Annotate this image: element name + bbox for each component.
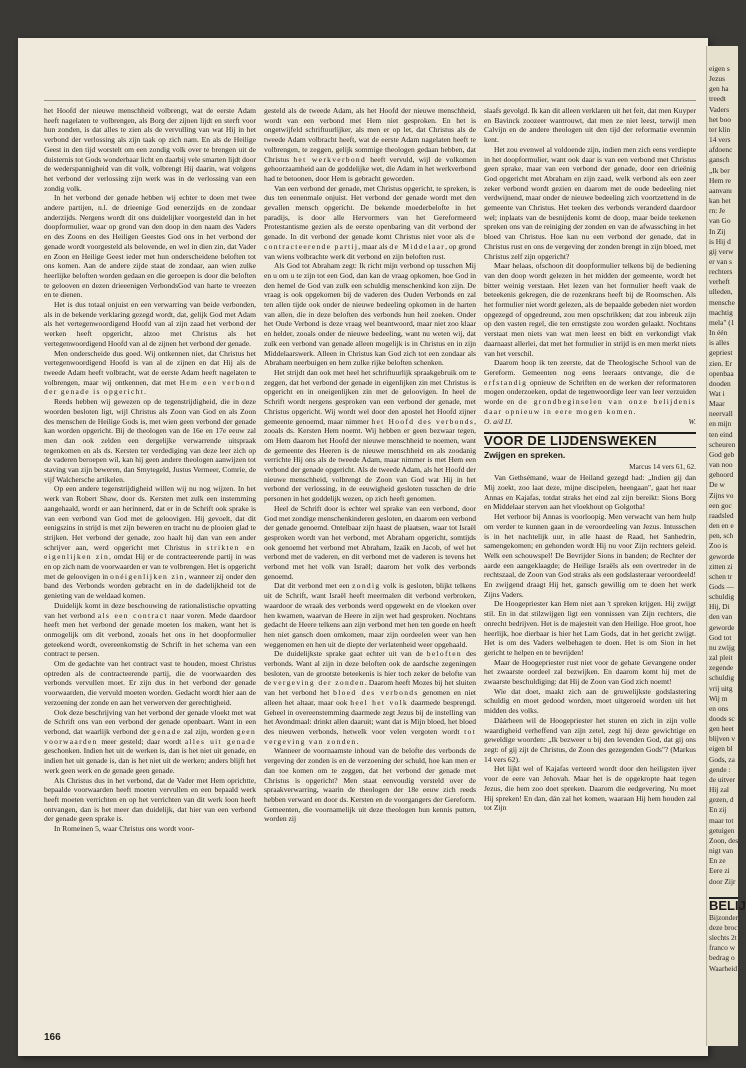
fragment-line: rechters	[709, 267, 733, 277]
fragment-line: Gods —	[709, 581, 734, 591]
fragment-line: door Zijr	[709, 876, 736, 886]
paragraph: Als Christus dus in het verbond, dat de Vader met Hem oprichtte, bepaalde voorwaarden heeft moeten vervullen en een bepaald werk heeft moeten verrichten en op het verrichten van dit werk loon heeft ontvangen, dan is het meer dan duidelijk, dat hier van een verbond der genade geen sprake is.	[44, 775, 256, 824]
paragraph: Het is dus totaal onjuist en een verwarring van beide verbonden, als in de bekende verklaring gezegd wordt, dat, gelijk God met Adam als het vertegenwoordigend Hoofd van al zijn zaad het verbond der werken heeft opgericht, alzoo met Christus als het vertegenwoordigend Hoofd van al de zijnen het verbond der genade.	[44, 300, 256, 348]
text-run: geschonken. Indien het uit de werken is, dan is het niet uit genade, en indien het uit genade is, dan is het niet uit de werken; anders blijft het werk geen werk en de genade geen genade.	[44, 746, 256, 775]
fragment-line: treedt	[709, 94, 726, 104]
fragment-line: mela" (1	[709, 317, 735, 327]
paragraph: De Hoogepriester kan Hem niet aan 't spreken krijgen. Hij zwijgt stil. En in dat stilzwijgen ligt een vonnissen van Zijn rechters, die onrecht bedrijven. Het is de majesteit van den Heilige. Hoe groot, hoe heerlijk, hoe dierbaar is hier het Lam Gods, dat in het gericht zwijgt. Het is om des Vaders welbehagen te doen. Het is om Sion in het gericht te helpen en te bevrijden!	[484, 599, 696, 657]
text-run: Het strijdt dan ook met heel het schriftuurlijk spraakgebruik om te zeggen, dat het verbond der genade in eigenlijken zin met Christus is opgericht en in oneigenlijken zin met de geloovigen. In heel de Schrift wordt nergens gesproken van een verbond der genade, met Christus opgericht. Wij wordt wel door den apostel het Hoofd zijner gemeente genoemd, maar nimmer	[264, 367, 476, 426]
spaced-text: de Middelaar	[389, 241, 446, 251]
fragment-line: gezen, d	[709, 795, 734, 805]
fragment-line: geworde	[709, 551, 735, 561]
text-run: zal zijn, worden	[184, 727, 234, 736]
scripture-reference: Marcus 14 vers 61, 62.	[629, 461, 696, 471]
paragraph: Het verhoor bij Annas is voorloopig. Men verwacht van hem hulp om verder te kunnen gaan in de veroordeeling van Jezus. Intusschen is in het nachtelijk uur, in alle haast de Raad, het Sanhedrin, samengekomen; en gehonden wordt Hij nu voor Zijn rechters geleid. Welk een schouwspel! De Bevrijder Sions in banden; de Rechter der aarde een aangeklaagde; de Heilige Israëls als een overtreder in de rechtszaal, de Zoon van God straks als een godslasteraar veroordeeld! En zwijgend draagt Hij het, gansch gewillig om te doen het werk Zijns Vaders.	[484, 512, 696, 599]
signature-place: O. a/d IJ.	[484, 416, 513, 426]
spaced-text: strikten en eigenlijken zin	[44, 542, 256, 562]
paragraph: Het lijkt wel of Kajafas verteerd wordt door den heiligsten ijver voor de eere van Jehovah. Maar het is de opgekropte haat tegen Jezus, die hem zoo doet spreken. Daarom die eedgevering. Nu moet Hij spreken! En dan, dán zal het komen, waaraan Hij hem houden zal tot Zijn	[484, 764, 696, 813]
fragment-line: verheft	[709, 277, 730, 287]
text-run: Dat dit verbond met een	[274, 581, 350, 591]
fragment-line: ter klin	[709, 124, 731, 134]
spaced-text: de erfstandig	[484, 367, 696, 387]
paragraph: Dáárheen wil de Hoogepriester het sturen en zich in zijn volle waardigheid verheffend van zijn zetel, zegt hij deze gewichtige en geweldige woorden: „Ik bezweer u bij den levenden God, dat gij ons zegt: of gij zijt de Christus, de Zoon des gezegenden Gods"? (Markus 14 vers 62).	[484, 715, 696, 764]
text-run: daarmede besprengd. Geheel in overeenstemming daarmede zegt Jezus bij de instelling van het Avondmaal: drinkt allen daaruit; want dat is Mijn bloed, het bloed des nieuwen verbonds, hetwelk voor velen vergoten wordt	[264, 697, 477, 736]
fragment-line: gepriest	[709, 348, 733, 358]
fragment-line: en ons	[709, 703, 729, 713]
spaced-text: Hem een verbond der genade is opgericht.	[44, 377, 256, 397]
spaced-text: het werkverbond	[293, 154, 367, 164]
paragraph: Maar helaas, ofschoon dit doopformulier telkens bij de bediening van den doop wordt gelezen in het midden der gemeente, wordt het bitter weinig verstaan. Het lezen van het formulier heeft vaak de beteekenis gekregen, die de rozenkrans heeft bij de Roomschen. Als het formulier niet wordt gelezen, als de bepaalde gebeden niet worden opgezegd of opgedreund, zou men opschrikken; dat zou inbreuk zijn op den vasten regel, die ten ernstigste zou worden gelaakt. Nochtans verstaat men niets van wat men leest en bidt en verkondigt vlak daarnaast allerlei, dat met het formulier in strijd is en men merkt niets van het verschil.	[484, 261, 696, 358]
fragment-line: de uitver	[709, 774, 736, 784]
fragment-line: raadsled	[709, 510, 734, 520]
fragment-line: „Ik ber	[709, 165, 730, 175]
fragment-line: schuldig	[709, 592, 735, 602]
text-run: volk is gesloten, blijkt telkens uit de Schrift, want Israël heeft meermalen dit verbond verbroken, waardoor de wraak des verbonds werd opgewekt en de vloeken over hen kwamen, waarvan de Heere in zijn wet had gesproken. Nochtans gedacht de Heere telkens aan zijn verbond met hen ten goede en heeft hen niet gansch doen omkomen, maar zijn oordeelen weer van hen weggenomen en hen uit de diepte der verlatenheid weer opgehaald.	[264, 581, 476, 649]
fragment-line: rn: Je	[709, 206, 726, 216]
column-3	[484, 106, 696, 813]
fragment-line: slechts 2t	[709, 933, 737, 943]
fragment-line: blijven v	[709, 734, 736, 744]
spaced-text: genade	[152, 727, 182, 736]
fragment-line: Eere zi	[709, 866, 730, 876]
fragment-line: Wij m	[709, 693, 728, 703]
fragment-line: gij verw	[709, 246, 734, 256]
fragment-line: den en e	[709, 521, 734, 531]
text-run: Op een andere tegenstrijdigheid willen wij nu nog wijzen. In het werk van Robert Shaw, door ds. Kersten met zulk een instemming aangehaald, wordt er aan herinnerd, dat er in de Schrift ook sprake is van een verbond van God met de geloovigen. Hij gevoelt, dat dit eenigszins in strijd is met zijn beweren en tracht nu de plooien glad te strijken. Het verbond der genade, zoo haalt hij dan van een ander schrijver aan, werd opgericht met Christus in	[44, 484, 256, 552]
column-1	[44, 106, 256, 834]
fragment-line: maar tot	[709, 815, 734, 825]
fragment-line: dooden	[709, 378, 731, 388]
spaced-text: vergeving der zonden	[273, 678, 365, 688]
spaced-text: de grondbeginselen van onze belijdenis daar opnieuw in eere mogen komen.	[484, 397, 696, 416]
text-run: De duidelijkste sprake gaat echter uit van de	[274, 649, 423, 659]
paragraph	[264, 368, 476, 504]
spaced-text: heel het volk	[350, 697, 409, 707]
fragment-line: afdoenc	[709, 145, 733, 155]
fragment-line: Bijzonder	[709, 912, 739, 922]
paragraph: Om de gedachte van het contract vast te houden, moest Christus optreden als de contracteerende partij, die de voorwaarden des verbonds vervullen moet. Er zijn dus in het verbond der genade voorwaarden, die vervuld moeten worden. Gedacht wordt hier aan de verzoening der zonde en aan het verwerven der gerechtigheid.	[44, 659, 256, 707]
text-run: . Daarom heeft Mozes bij het sluiten van het verbond het	[264, 678, 476, 698]
article-subtitle: Zwijgen en spreken.	[484, 449, 566, 460]
fragment-line: Hij, Di	[709, 602, 730, 612]
paragraph	[484, 358, 696, 416]
text-run: des verbonds. Want al zijn in deze beloften ook de aardsche zegeningen besloten, van de grootste beteekenis is hier toch zeker de belofte van de	[264, 649, 477, 688]
text-run: opnieuw de Schriften en de werken der reformatoren mogen onderzoeken, opdat de tegenwoordige leer van leer verzuiden worde en	[484, 377, 697, 407]
fragment-line: De w	[709, 480, 725, 490]
fragment-line: is alles	[709, 338, 730, 348]
text-run: , maar als	[358, 241, 388, 251]
fragment-line: Zoo is	[709, 541, 728, 551]
text-run: Daarom hoop ik ten zeerste, dat de Theologische School van de Gereform. Gemeenten nog eens leeraars ontvange, die	[484, 358, 696, 377]
paragraph	[44, 708, 256, 776]
paragraph	[264, 184, 476, 262]
paragraph: Heel de Schrift door is echter wel sprake van een verbond, door God met zondige menschenkinderen gesloten, en daarom een verbond der genade genoemd. Ontelbaar zijn haast de plaatsen, waar tot Israël gesproken wordt van het verbond, met Abraham opgericht, somtijds ook genoemd het verbond met Abraham, Izaäk en Jacob, of wel het verbond met de vaderen, en dit verbond met de vaderen is tevens het verbond met het volk van Israël; daarom het volk des verbonds genoemd.	[264, 503, 476, 581]
fragment-line: is Hij d	[709, 236, 731, 246]
fragment-line: er van s	[709, 256, 732, 266]
fragment-line: het boo	[709, 114, 731, 124]
fragment-line: gehoord	[709, 470, 734, 480]
fragment-line: zien. Er	[709, 358, 732, 368]
newspaper-page	[18, 38, 708, 1056]
fragment-line: gende :	[709, 764, 731, 774]
fragment-line: mensche	[709, 297, 735, 307]
paragraph: In het verbond der genade hebben wij echter te doen met twee andere partijen, n.l. de drieenige God eenerzijds en de zondaar anderzijds. Nergens wordt dit ons duidelijker voorgesteld dan in het doopformulier, waar op grond van den doop in den naam des Vaders en des Zoons en des Heiligen Geestes God ons in het verbond der genade wordt voorgesteld als belovende, en wel in dien zin, dat Vader en Zoon en Heilige Geest ieder met hun onderscheidene beloften tot ons komen. Aan de andere zijde staat de zondaar, aan wien zulke heerlijke beloften worden gedaan en die geroepen is door die beloften te gelooven en dezen drieeenigen VerbondsGod van harte te vreezen en te dienen.	[44, 193, 256, 300]
paragraph: Wie dat doet, maakt zich aan de gruwelijkste godslastering schuldig en moet gedood worden, moet uitgeroeid worden uit het midden des volks.	[484, 686, 696, 716]
fragment-line: In één	[709, 328, 728, 338]
text-run: , op grond van wiens volbrachte werk dit verbond en zijn beloften rust.	[264, 241, 476, 261]
fragment-line: vrij uitg	[709, 683, 733, 693]
fragment-line: ulleden,	[709, 287, 733, 297]
fragment-line: God geb	[709, 449, 735, 459]
spaced-text: alles uit genade	[184, 736, 257, 746]
spaced-text: de contracteerende partij	[264, 232, 476, 251]
fragment-line: schen tr	[709, 571, 733, 581]
text-run: Ook deze beschrijving van het verbond der genade vloekt met wat de Schrift ons van een verbond der genade openbaart. Want in een verbond, dat waarlijk verbond der	[44, 707, 256, 736]
fragment-line: den van	[709, 612, 733, 622]
text-run: .	[356, 736, 359, 746]
fragment-line: aanvanı	[709, 185, 732, 195]
fragment-line: Zoon, des	[709, 835, 739, 845]
fragment-tail	[709, 913, 738, 974]
paragraph	[264, 581, 476, 649]
fragment-line: zal pleit	[709, 653, 733, 663]
text-run: , zooals ds. Kersten Hem noemt. Wij hebben er geen bezwaar tegen, om Hem daarom het Hoofd der nieuwe menschheid te noemen, want de gemeente des Heeren is de nieuwe menschheid en als zoodanig verrichte Hij ons als de tweede Adam, maar nimmer is met Hem een verbond der genade opgericht. Als de tweede Adam, als het Hoofd der nieuwe menschheid, volbrengt de Zoon van God wat Hij in het verbond der verlossing, in de eeuwigheid gesloten tusschen de drie personen in het goddelijk wezen, op zich heeft genomen.	[264, 416, 476, 504]
top-rule	[44, 100, 696, 101]
paragraph: Maar de Hoogepriester rust niet voor de gehate Gevangene onder het zwaarste oordeel zal bezwijken. En daarom komt hij met de zwaarste beschuldiging: dat Hij de Zoon van God zich noemt!	[484, 657, 696, 687]
fragment-line: van Go	[709, 216, 731, 226]
fragment-line: kan het	[709, 196, 731, 206]
paragraph: Van Gethsémané, waar de Heiland gezegd had: „Indien gij dan Mij zoekt, zoo laat deze, mijne discipelen, heengaan", gaat het naar Annas en Kajafas, totdat straks het eind zal zijn bereikt: Sions Borg en Middelaar sterven aan het vloekhout op Golgotha!	[484, 473, 696, 512]
fragment-line: Vaders	[709, 104, 730, 114]
signature-initial: W.	[688, 416, 696, 426]
fragment-line: van noo	[709, 460, 733, 470]
spaced-text: tot vergeving van zonden	[264, 727, 476, 746]
fragment-lines	[707, 46, 738, 887]
text-run: meer gesteld; daar wordt	[101, 736, 182, 746]
paragraph	[264, 106, 476, 184]
paragraph	[44, 484, 256, 600]
fragment-line: En zij	[709, 805, 727, 815]
fragment-line: En ze	[709, 856, 726, 866]
fragment-line: getuigen	[709, 825, 735, 835]
fragment-line: Maar	[709, 399, 725, 409]
fragment-line: ten eind	[709, 429, 733, 439]
adjacent-page-fragment	[706, 46, 746, 1046]
fragment-line: Zijns vo	[709, 490, 734, 500]
fragment-line: schuldig	[709, 673, 735, 683]
text-run: , omdat Hij er de contracteerende partij in was en op zich nam de voorwaarden er van te volbrengen. Het is opgericht met de geloovigen in	[44, 552, 256, 581]
paragraph: Wanneer de voornaamste inhoud van de belofte des verbonds de vergeving der zonden is en de verzoening der schuld, hoe kan men er dan toe komen om te zeggen, dat het verbond der genade met Christus is opgericht? Men staat eenvoudig versteld over de spraakverwarring, waarin de theologen der 18e eeuw zich reeds hebben verward en door ds. Kersten en de voorgangers der Gereform. Gemeenten, die voornamelijk uit deze theologen hun kennis putten, worden zij	[264, 746, 476, 824]
spaced-text: het Hoofd des verbonds	[371, 416, 475, 426]
spaced-text: zondig	[352, 581, 381, 591]
paragraph: Als God tot Abraham zegt: Ik richt mijn verbond op tusschen Mij en u om u te zijn tot een God, dan kan de vraag opkomen, hoe God in den hemel de God van zulk een schuldig menschenkind kon zijn. De vraag is ook opgekomen bij de vaderen des Ouden Verbonds en zal ten allen tijde ook onder de nieuwe bedeeling opkomen in de harten van allen, die in deze beloften des verbonds hun heil zoeken. Onder het Oude Verbond is deze vraag wel beantwoord, maar niet zoo klaar en helder, zooals onder de nieuwe bedeeling, want nu weten wij, dat zulk een verbond van genade alleen mogelijk is in Christus en in zijn Middelaarswerk. Alleen in Christus kan God zich tot een zondaar als Abraham neerbuigen en hem zulke rijke beloften schenken.	[264, 261, 476, 368]
fragment-line: Wat i	[709, 389, 725, 398]
fragment-line: Hij zal	[709, 785, 729, 795]
fragment-line: Hem re	[709, 175, 731, 185]
fragment-line: bedrag o	[709, 953, 735, 963]
paragraph	[44, 601, 256, 659]
paragraph	[264, 649, 476, 746]
fragment-line: Waarheid	[709, 963, 738, 973]
text-run: , wanneer zij onder den band des Verbonds worden gebracht en in de dadelijkheid tot de genieting van de weldaad komen.	[44, 571, 256, 601]
spaced-text: onéigenlijken zin	[110, 571, 185, 581]
spaced-text: geen voorwaarden	[44, 727, 257, 746]
fragment-line: 14 vers	[709, 135, 731, 145]
fragment-line: eigen s	[709, 64, 730, 73]
fragment-line: God tot	[709, 632, 732, 642]
fragment-line: deze broc	[709, 922, 738, 932]
fragment-line: doods sc	[709, 714, 735, 723]
section-title: VOOR DE LIJDENSWEKEN	[484, 432, 696, 448]
text-run: Van een verbond der genade, met Christus opgericht, te spreken, is dus ten eenenmale onjuist. Het verbond der genade wordt met den gevallen mensch opgericht. De bekende moederbelofte in het paradijs, is door alle Hervormers van het Gereformeerd Protestantisme gezien als de eerste openbaring van dit verbond der genade. In dit verbond der genade komt Christus niet voor als	[264, 183, 476, 242]
fragment-line: gen ha	[709, 84, 729, 94]
paragraph: het Hoofd der nieuwe menschheid volbrengt, wat de eerste Adam heeft nagelaten te volbrengen, als Borg der zijnen lijdt en sterft voor hun zonden, is dat alles te zien als de vervulling van wat Hij in het verbond der verlossing als zijn taak op zich nam. En als de Heilige Geest in den tijd worstelt om een zondig volk over te brengen uit de duisternis tot Gods wonderbaar licht en daarbij vele smarten lijdt door de wederspannigheid van dit volk, volbrengt Hij daarin, wat volgens het verbond der verlossing zijn werk was in de verlossing van een zondig volk.	[44, 106, 256, 193]
fragment-line: nu zwijg	[709, 642, 735, 652]
fragment-line: pen, sch	[709, 531, 734, 541]
paragraph: slaafs gevolgd. Ik kan dit alleen verklaren uit het feit, dat men Kuyper en Bavinck zoozeer wantrouwt, dat men ze niet leest, terwijl men Calvijn en de andere theologen uit den tijd der reformatie evenmin kent.	[484, 106, 696, 145]
fragment-line: geworde	[709, 622, 735, 632]
paragraph: Reeds hebben wij gewezen op de tegenstrijdigheid, die in deze woorden besloten ligt, wijl Christus als Zoon van God en als Zoon des menschen de Heilige Gods is, met wien geen verbond der genade kan worden opgericht. Bij de theologen van de 16e en 17e eeuw zal men dan ook zelden een dergelijke verwarrende uitspraak tegenkomen en als ds. Kersten ter verdediging van deze leer zich op de vaderen beroepen wil, kan hij geen andere theologen aanwijzen tot staving van zijn beweren, dan Smytegeld, Justus Vermeer, Comrie, de vijf Walchersche artikelen.	[44, 397, 256, 484]
fragment-line: franco w	[709, 943, 736, 953]
text-run: naar voren. Mede daardoor heeft men het verbond der genade moeten los maken, want het is onmogelijk om dit verbond, zooals het ons in het doopformulier geteekend wordt, overeenkomstig de Schrift in het schema van een contract te persen.	[44, 610, 257, 659]
fragment-line: gansch	[709, 155, 730, 165]
fragment-line: scheuren	[709, 439, 736, 449]
fragment-line: zegende	[709, 663, 734, 673]
fragment-line: neervall	[709, 409, 733, 419]
paragraph	[44, 349, 256, 398]
fragment-line: en mijn	[709, 419, 732, 429]
paragraph: In Romeinen 5, waar Christus ons wordt voor-	[54, 824, 195, 834]
spaced-text: als een contract	[97, 610, 168, 620]
text-run: heeft vervuld, wijl de volkomen gehoorzaamheid aan de goddelijke wet, die Adam in het werkverbond had te betoonen, door Hem is gebracht geworden.	[264, 154, 476, 183]
page-number: 166	[44, 1032, 61, 1043]
fragment-line: Gods, za	[709, 754, 735, 764]
fragment-line: eigen bl	[709, 744, 733, 754]
fragment-line: openbaa	[709, 368, 734, 378]
fragment-line: machtig	[709, 307, 733, 317]
spaced-text: bloed des verbonds	[333, 688, 419, 698]
column-2	[264, 106, 476, 824]
text-run: Duidelijk komt in deze beschouwing de rationalistische opvatting van het verbond	[44, 600, 256, 620]
fragment-line: een goc	[709, 500, 732, 510]
fragment-ad	[707, 887, 746, 974]
article-signature	[484, 417, 696, 427]
fragment-line: nigt van	[709, 846, 734, 856]
text-run: Men onderscheide dus goed. Wij ontkennen niet, dat Christus het vertegenwoordigend Hoofd is van al de zijnen en dat Hij als de tweede Adam heeft volbracht, wat de eerste Adam heeft nagelaten te volbrengen, maar wij ontkennen, dat met	[44, 348, 256, 387]
fragment-line: Jezus	[709, 74, 726, 84]
text-run: genomen en niet alleen het altaar, maar ook	[264, 688, 477, 707]
spaced-text: beloften	[426, 649, 462, 659]
text-run: gesteld als de tweede Adam, als het Hoofd der nieuwe menschheid, wordt van een verbond met Hem niet gesproken. En het is ongetwijfeld schriftuurlijker, als men er op let, dat Christus als de tweede Adam volbracht heeft, wat de eerste Adam nagelaten heeft te volbrengen, te zeggen, gelijk sommige theologen gedaan hebben, dat Christus	[264, 106, 476, 164]
fragment-heading: BELIJ	[709, 897, 746, 913]
fragment-line: gen heet	[709, 724, 734, 734]
fragment-line: zitten zi	[709, 561, 733, 571]
paragraph: Het zou evenwel al voldoende zijn, indien men zich eens verdiepte in het doopformulier, want ook daar is van een verbond met Christus geen sprake, maar van een verbond der genade, door een drieënig God opgericht met Abraham en zijn zaad, welk verbond als een zeer zeker verbond wordt gezien en daarom met de oude bedeeling niet verdwijnend, maar onder de nieuwe bedeeling zich voortzettend in de gemeente van Christus. Het teeken des verbonds veranderd daardoor wel; inplaats van de besnijdenis komt de doop, maar beide teekenen spreken ons van de reiniging der zonden en van de afwassching in het bloed van Christus. Hoe kan nu een verbond der genade, dat in Christus rust en ons de vergeving der zonden brengt in zijn bloed, met Christus zelf zijn opgericht?	[484, 144, 696, 261]
fragment-line: In Zij	[709, 226, 726, 236]
